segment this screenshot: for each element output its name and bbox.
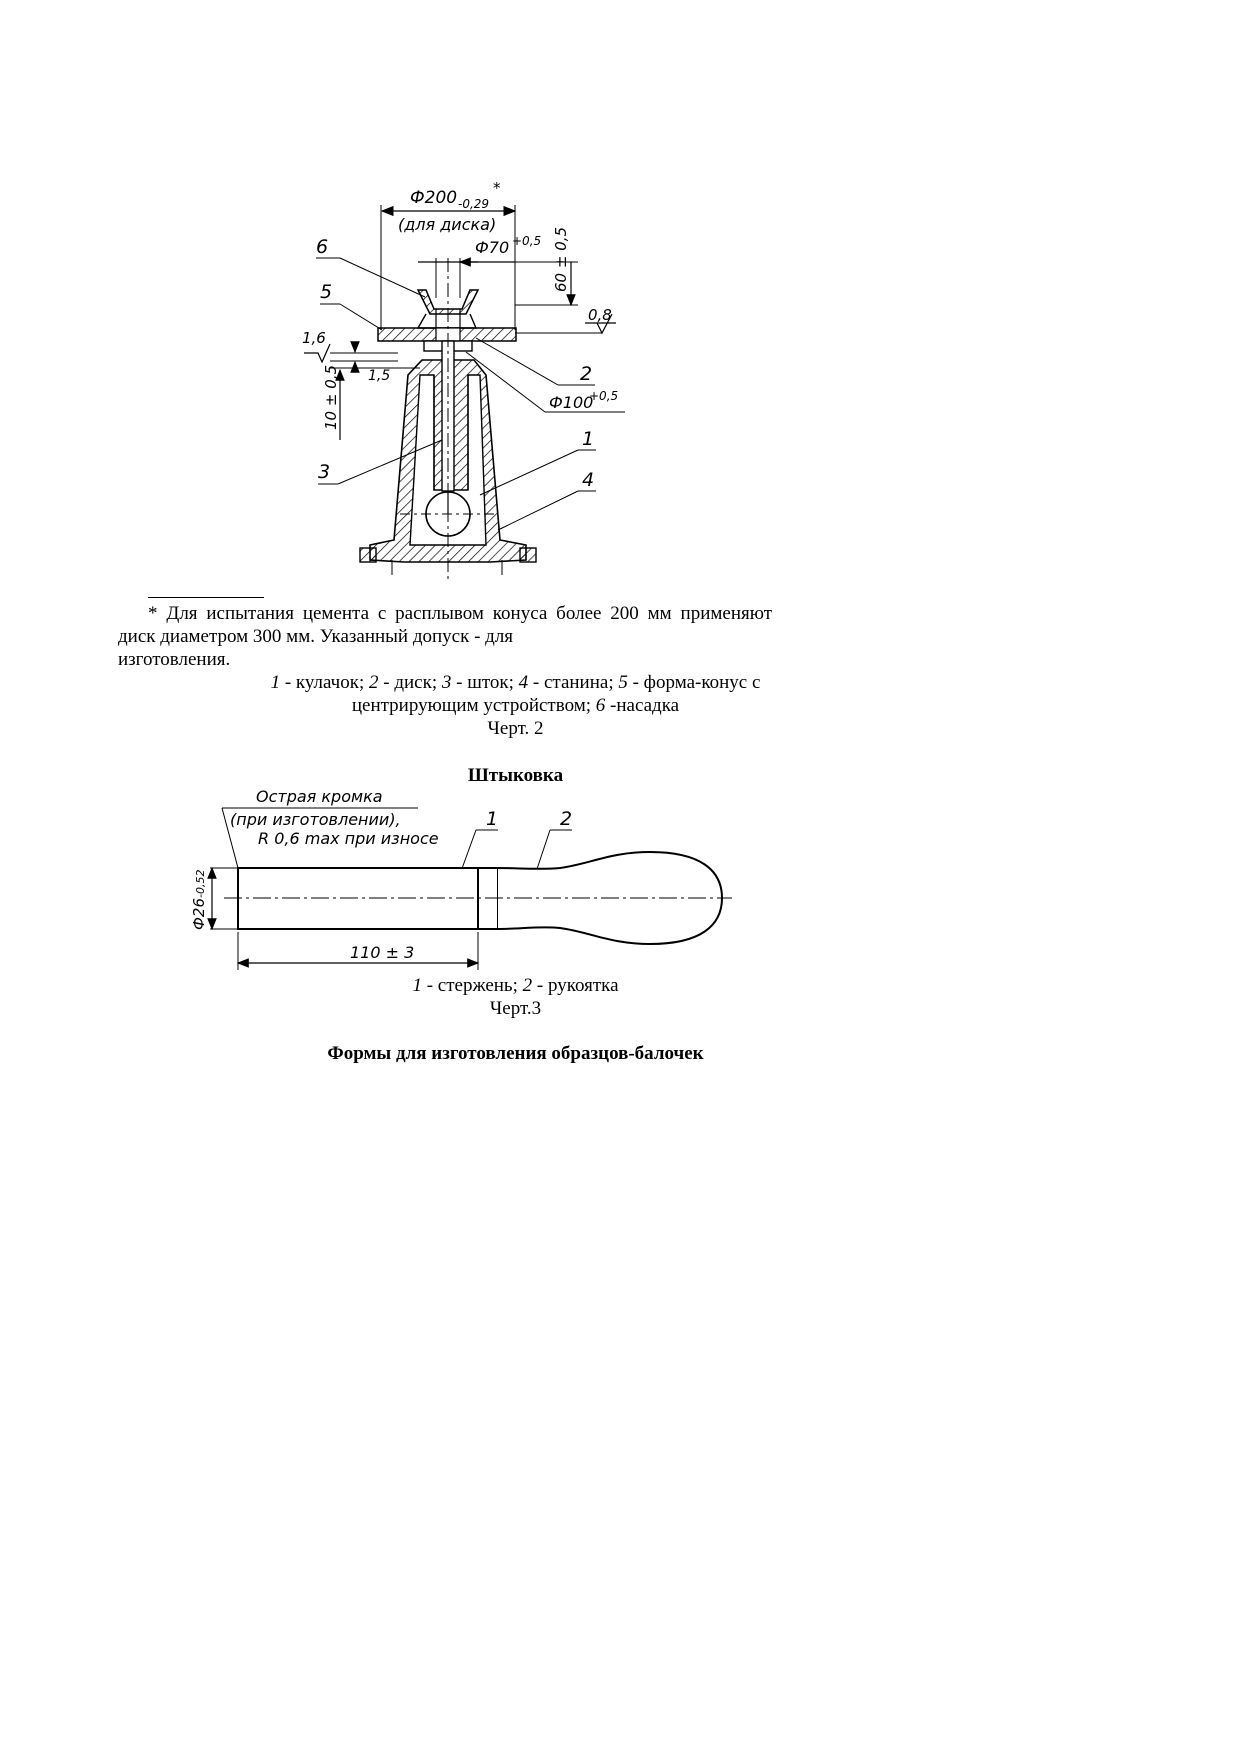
dimension-nozzle-diameter <box>418 234 541 298</box>
callout-1 <box>480 428 596 495</box>
legend-line-2: центрирующим устройством; 6 -насадка <box>351 695 680 716</box>
footnote <box>118 602 772 671</box>
footnote-line-2: изготовления. <box>118 649 231 670</box>
svg-text:6: 6 <box>316 236 329 258</box>
callout-2 <box>476 338 595 385</box>
figure-caption-2: Черт. 2 <box>487 718 544 739</box>
svg-text:1,5: 1,5 <box>368 368 391 384</box>
svg-text:-0,29: -0,29 <box>458 197 490 211</box>
legend-rod-line: 1 - стержень; 2 - рукоятка <box>412 975 619 996</box>
note-manufacture: (при изготовлении), <box>230 810 401 829</box>
svg-text:+0,5: +0,5 <box>589 389 619 403</box>
footnote-line-1: * Для испытания цемента с расплывом конуса более 200 мм применяют диск диаметром 300 мм. Указанный допуск - для <box>118 603 772 647</box>
legend-chert-3 <box>118 974 913 1020</box>
svg-text:1: 1 <box>582 428 595 450</box>
callout-6 <box>316 236 425 297</box>
svg-text:60 ± 0,5: 60 ± 0,5 <box>552 226 570 292</box>
svg-text:+0,5: +0,5 <box>512 234 542 248</box>
heading-molds: Формы для изготовления образцов-балочек <box>327 1043 704 1064</box>
svg-text:*: * <box>493 179 501 197</box>
svg-text:5: 5 <box>320 281 333 303</box>
callout-handle-2: 2 <box>560 808 573 830</box>
svg-text:Ф100: Ф100 <box>549 393 594 412</box>
svg-text:(для диска): (для диска) <box>398 215 497 234</box>
note-wear-radius: R 0,6 max при износе <box>258 829 439 848</box>
roughness-08 <box>515 306 616 333</box>
dimension-rod-length: 110 ± 3 <box>350 943 415 962</box>
footnote-separator <box>148 597 264 598</box>
svg-text:Ф70: Ф70 <box>475 238 510 257</box>
svg-text:10 ± 0,5: 10 ± 0,5 <box>322 364 340 430</box>
svg-text:0,8: 0,8 <box>588 306 612 324</box>
svg-text:2: 2 <box>580 363 593 385</box>
callout-rod-1: 1 <box>486 808 499 830</box>
note-sharp-edge: Острая кромка <box>256 787 383 806</box>
callout-4 <box>498 469 596 530</box>
svg-text:3: 3 <box>318 461 331 483</box>
svg-text:1,6: 1,6 <box>302 329 326 347</box>
callout-5 <box>320 281 382 330</box>
figure-caption-3: Черт.3 <box>489 998 542 1019</box>
heading-rod: Штыковка <box>467 765 564 786</box>
dimension-rod-diameter: Ф26-0,52 <box>190 869 208 930</box>
dimension-cam-diameter <box>466 352 625 412</box>
svg-text:Ф200: Ф200 <box>410 188 458 208</box>
legend-chert-2 <box>118 671 913 740</box>
drawing-cone-apparatus <box>0 0 1240 590</box>
dimension-left-stack <box>302 329 420 440</box>
legend-line-1: 1 - кулачок; 2 - диск; 3 - шток; 4 - станина; 5 - форма-конус с <box>270 672 761 693</box>
drawing-tamping-rod <box>0 780 1240 980</box>
svg-text:4: 4 <box>582 469 595 491</box>
